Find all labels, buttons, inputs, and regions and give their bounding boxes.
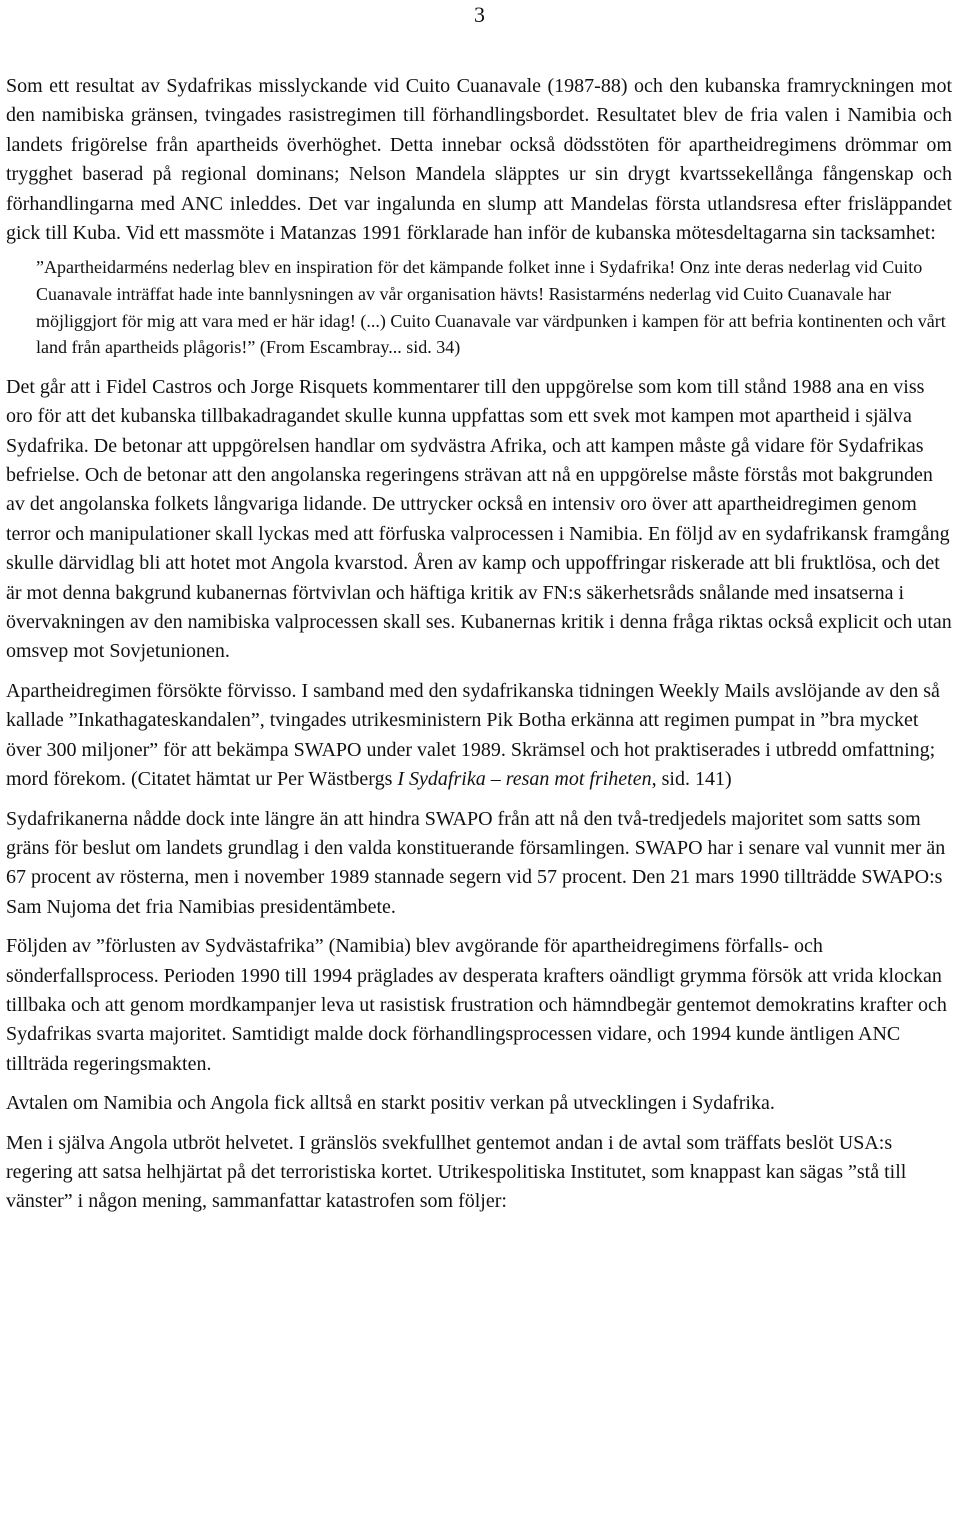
paragraph-apartheid-regime xyxy=(6,677,952,795)
mandela-quote: ”Apartheidarméns nederlag blev en inspiration för det kämpande folket inne i Sydafrika! Onz inte deras nederlag vid Cuito Cuanavale inträffat hade inte bannlysningen av vår organisation hävts! Rasistarméns nederlag vid Cuito Cuanavale har möjliggjort för mig att vara med er här idag! (...) Cuito Cuanavale var värdpunken i kampen för att befria kontinenten och vårt land från apartheids plågoris!” (From Escambray... sid. 34) xyxy=(36,257,946,358)
paragraph-swapo-election: Sydafrikanerna nådde dock inte längre än att hindra SWAPO från att nå den två-tredjedels majoritet som satts som gräns för beslut om landets grundlag i den valda konstituerande församlingen. SWAPO har i senare val vunnit mer än 67 procent av rösterna, men i november 1989 stannade segern vid 57 procent. Den 21 mars 1990 tillträdde SWAPO:s Sam Nujoma det fria Namibias presidentämbete. xyxy=(6,807,946,918)
paragraph-consequences: Följden av ”förlusten av Sydvästafrika” (Namibia) blev avgörande för apartheidregimens förfalls- och sönderfallsprocess. Perioden 1990 till 1994 präglades av desperata krafters oändligt grymma försök att vrida klockan tillbaka och att genom mordkampanjer leva ut rasistisk frustration och hämndbegär gentemot demokratins krafter och Sydafrikas svarta majoritet. Samtidigt malde dock förhandlingsprocessen vidare, och 1994 kunde äntligen ANC tillträda regeringsmakten. xyxy=(6,935,947,1075)
paragraph-castro-risquet: Det går att i Fidel Castros och Jorge Risquets kommentarer till den uppgörelse som kom till stånd 1988 ana en viss oro för att det kubanska tillbakadragandet skulle kunna uppfattas som ett svek mot kampen mot apartheid i själva Sydafrika. De betonar att uppgörelsen handlar om sydvästra Afrika, och att kampen måste gå vidare för Sydafrikas befrielse. Och de betonar att den angolanska regeringens strävan att nå en uppgörelse måste förstås mot bakgrunden av det angolanska folkets långvariga lidande. De uttrycker också en intensiv oro över att apartheidregimen genom terror och manipulationer skall lyckas med att förfuska valprocessen i Namibia. En följd av en sydafrikansk framgång skulle därvidlag bli att hotet mot Angola kvarstod. Åren av kamp och uppoffringar riskerade att bli fruktlösa, och det är mot denna bakgrund kubanernas förtvivlan och häftiga kritik av FN:s säkerhetsråds snålande med insatserna i övervakningen av den namibiska valprocessen skall ses. Kubanernas kritik i denna fråga riktas också explicit och utan omsvep mot Sovjetunionen. xyxy=(6,375,952,663)
document-body xyxy=(6,72,952,1217)
paragraph-mandela: Som ett resultat av Sydafrikas misslyckande vid Cuito Cuanavale (1987-88) och den kubanska framryckningen mot den namibiska gränsen, tvingades rasistregimen till förhandlingsbordet. Resultatet blev de fria valen i Namibia och landets frigörelse från apartheids överhöghet. Detta innebar också dödsstöten för apartheidregimens drömmar om trygghet baserad på regional dominans; Nelson Mandela släpptes ur sin drygt kvartssekellånga fångenskap och förhandlingarna med ANC inleddes. Det var ingalunda en slump att Mandelas första utlandsresa efter frisläppandet gick till Kuba. Vid ett massmöte i Matanzas 1991 förklarade han inför de kubanska mötesdeltagarna sin tacksamhet: xyxy=(6,75,952,245)
paragraph-agreements: Avtalen om Namibia och Angola fick alltså en starkt positiv verkan på utvecklingen i Sydafrika. xyxy=(6,1092,775,1115)
page-number: 3 xyxy=(474,2,485,27)
book-title: I Sydafrika – resan mot friheten xyxy=(397,768,652,791)
citation-page: , sid. 141) xyxy=(651,768,732,791)
paragraph-apartheid-text: Apartheidregimen försökte förvisso. I samband med den sydafrikanska tidningen Weekly Mails avslöjande av den så kallade ”Inkathagateskandalen”, tvingades utrikesministern Pik Botha erkänna att regimen pumpat in ”bra mycket över 300 miljoner” för att bekämpa SWAPO under valet 1989. Skrämsel och hot praktiserades i utbredd omfattning; mord förekom. (Citatet hämtat ur Per Wästbergs xyxy=(6,679,940,791)
paragraph-angola: Men i själva Angola utbröt helvetet. I gränslös svekfullhet gentemot andan i de avtal som träffats beslöt USA:s regering att satsa helhjärtat på det terroristiska kortet. Utrikespolitiska Institutet, som knappast kan sägas ”stå till vänster” i någon mening, sammanfattar katastrofen som följer: xyxy=(6,1131,907,1213)
